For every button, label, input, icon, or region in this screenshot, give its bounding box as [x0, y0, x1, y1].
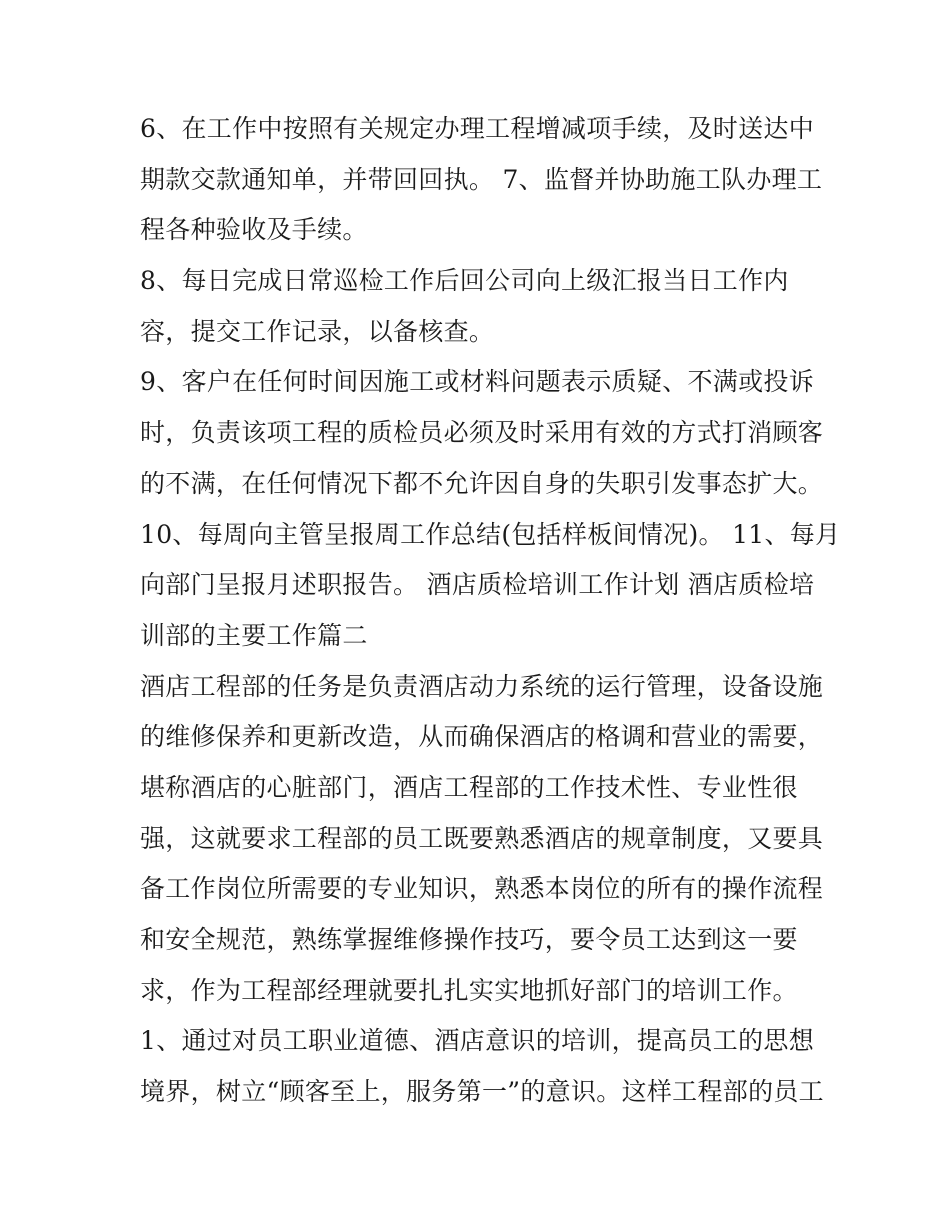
document-body	[140, 104, 841, 1118]
text-line: 训部的主要工作篇二	[140, 620, 368, 650]
text-line: 6、在工作中按照有关规定办理工程增减项手续，及时送达中	[140, 114, 815, 143]
text-line: 强，这就要求工程部的员工既要熟悉酒店的规章制度，又要具	[140, 823, 824, 853]
text-line: 8、每日完成日常巡检工作后回公司向上级汇报当日工作内	[140, 266, 789, 296]
text-line: 向部门呈报月述职报告。 酒店质检培训工作计划 酒店质检培	[140, 570, 815, 600]
text-line: 备工作岗位所需要的专业知识，熟悉本岗位的所有的操作流程	[140, 874, 824, 904]
text-line: 时，负责该项工程的质检员必须及时采用有效的方式打消顾客	[140, 418, 824, 448]
text-line: 境界，树立“顾客至上，服务第一”的意识。这样工程部的员工	[140, 1077, 824, 1107]
text-line: 的不满，在任何情况下都不允许因自身的失职引发事态扩大。	[140, 468, 824, 498]
text-line: 的维修保养和更新改造，从而确保酒店的格调和营业的需要，	[140, 722, 824, 752]
text-line: 和安全规范，熟练掌握维修操作技巧，要令员工达到这一要	[140, 925, 798, 954]
text-line: 期款交款通知单，并带回回执。 7、监督并协助施工队办理工	[140, 164, 823, 194]
text-line: 1、通过对员工职业道德、酒店意识的培训，提高员工的思想	[140, 1026, 815, 1056]
text-line: 程各种验收及手续。	[140, 215, 368, 245]
text-line: 9、客户在任何时间因施工或材料问题表示质疑、不满或投诉	[140, 367, 815, 397]
text-line: 求，作为工程部经理就要扎扎实实地抓好部门的培训工作。	[140, 975, 798, 1005]
text-line: 10、每周向主管呈报周工作总结(包括样板间情况)。 11、每月	[140, 519, 841, 549]
text-line: 容，提交工作记录，以备核查。	[140, 316, 495, 346]
text-line: 堪称酒店的心脏部门，酒店工程部的工作技术性、专业性很	[140, 772, 798, 802]
text-line: 酒店工程部的任务是负责酒店动力系统的运行管理，设备设施	[140, 671, 824, 701]
